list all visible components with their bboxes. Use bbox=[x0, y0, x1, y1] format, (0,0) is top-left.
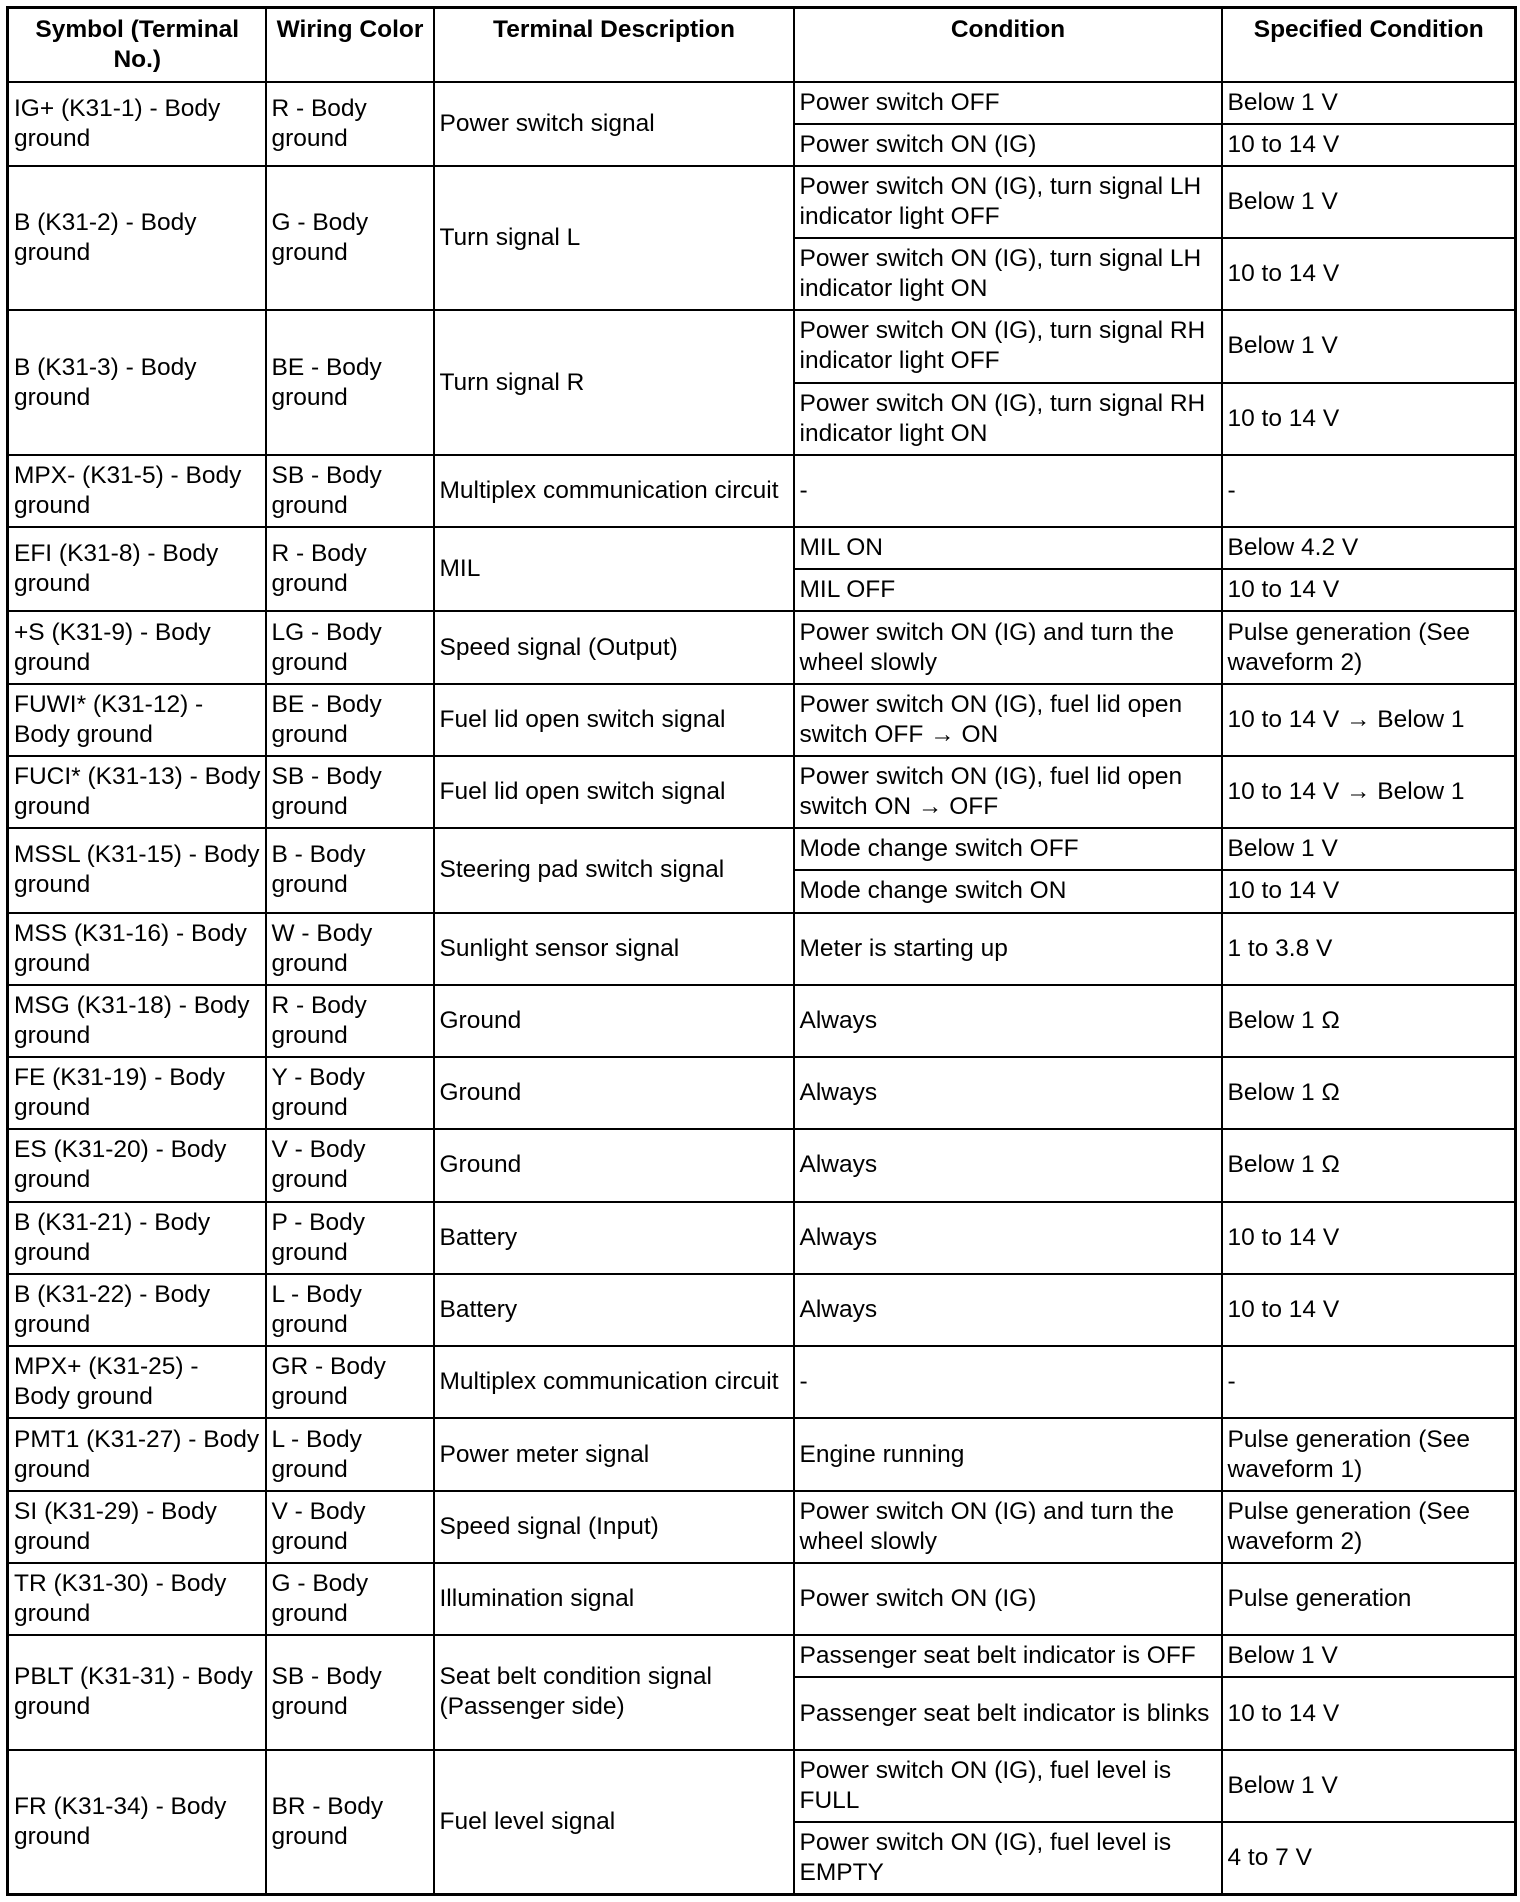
wiring-color-cell: P - Body ground bbox=[266, 1202, 434, 1274]
table-row bbox=[8, 166, 1516, 238]
condition-cell: Always bbox=[794, 1057, 1222, 1129]
table-row bbox=[8, 1346, 1516, 1418]
specified-condition-cell: 10 to 14 V bbox=[1222, 1274, 1516, 1346]
table-row bbox=[8, 1274, 1516, 1346]
symbol-cell: IG+ (K31-1) - Body ground bbox=[8, 82, 266, 166]
symbol-cell: SI (K31-29) - Body ground bbox=[8, 1491, 266, 1563]
terminal-description-cell: Ground bbox=[434, 1129, 794, 1201]
table-row bbox=[8, 1635, 1516, 1677]
condition-cell: Power switch ON (IG), fuel level is FULL bbox=[794, 1750, 1222, 1822]
specified-condition-cell: Below 4.2 V bbox=[1222, 527, 1516, 569]
header-row bbox=[8, 8, 1516, 82]
terminal-table bbox=[6, 6, 1517, 1896]
symbol-cell: B (K31-2) - Body ground bbox=[8, 166, 266, 311]
wiring-color-cell: R - Body ground bbox=[266, 527, 434, 611]
symbol-cell: B (K31-21) - Body ground bbox=[8, 1202, 266, 1274]
table-row bbox=[8, 1202, 1516, 1274]
wiring-color-cell: SB - Body ground bbox=[266, 756, 434, 828]
symbol-cell: B (K31-22) - Body ground bbox=[8, 1274, 266, 1346]
table-row bbox=[8, 684, 1516, 756]
symbol-cell: FUCI* (K31-13) - Body ground bbox=[8, 756, 266, 828]
condition-cell: Mode change switch ON bbox=[794, 870, 1222, 912]
specified-condition-cell: Below 1 V bbox=[1222, 310, 1516, 382]
specified-condition-cell: 10 to 14 V bbox=[1222, 383, 1516, 455]
terminal-description-cell: Turn signal L bbox=[434, 166, 794, 311]
condition-cell: Power switch ON (IG), turn signal LH indicator light ON bbox=[794, 238, 1222, 310]
symbol-cell: TR (K31-30) - Body ground bbox=[8, 1563, 266, 1635]
condition-cell: MIL ON bbox=[794, 527, 1222, 569]
terminal-description-cell: Battery bbox=[434, 1274, 794, 1346]
specified-condition-cell: 10 to 14 V bbox=[1222, 569, 1516, 611]
condition-cell: Always bbox=[794, 1202, 1222, 1274]
wiring-color-cell: W - Body ground bbox=[266, 913, 434, 985]
table-row bbox=[8, 985, 1516, 1057]
terminal-description-cell: MIL bbox=[434, 527, 794, 611]
terminal-description-cell: Illumination signal bbox=[434, 1563, 794, 1635]
condition-cell: Power switch ON (IG) bbox=[794, 124, 1222, 166]
condition-cell: MIL OFF bbox=[794, 569, 1222, 611]
wiring-color-cell: B - Body ground bbox=[266, 828, 434, 912]
table-row bbox=[8, 1563, 1516, 1635]
symbol-cell: FUWI* (K31-12) - Body ground bbox=[8, 684, 266, 756]
condition-cell: Always bbox=[794, 1274, 1222, 1346]
terminal-description-cell: Seat belt condition signal (Passenger side) bbox=[434, 1635, 794, 1749]
condition-cell: - bbox=[794, 455, 1222, 527]
wiring-color-cell: BE - Body ground bbox=[266, 684, 434, 756]
wiring-color-cell: V - Body ground bbox=[266, 1491, 434, 1563]
wiring-color-cell: BE - Body ground bbox=[266, 310, 434, 455]
terminal-description-cell: Speed signal (Output) bbox=[434, 611, 794, 683]
specified-condition-cell: Below 1 V bbox=[1222, 1635, 1516, 1677]
wiring-color-cell: G - Body ground bbox=[266, 166, 434, 311]
symbol-cell: FE (K31-19) - Body ground bbox=[8, 1057, 266, 1129]
wiring-color-cell: SB - Body ground bbox=[266, 1635, 434, 1749]
specified-condition-cell: Below 1 V bbox=[1222, 1750, 1516, 1822]
symbol-cell: +S (K31-9) - Body ground bbox=[8, 611, 266, 683]
terminal-description-cell: Battery bbox=[434, 1202, 794, 1274]
specified-condition-cell: 10 to 14 V bbox=[1222, 1202, 1516, 1274]
condition-cell: Always bbox=[794, 1129, 1222, 1201]
specified-condition-cell: 1 to 3.8 V bbox=[1222, 913, 1516, 985]
specified-condition-cell: - bbox=[1222, 1346, 1516, 1418]
table-row bbox=[8, 1057, 1516, 1129]
symbol-cell: MSS (K31-16) - Body ground bbox=[8, 913, 266, 985]
header-condition: Condition bbox=[794, 8, 1222, 82]
table-body bbox=[8, 82, 1516, 1895]
wiring-color-cell: L - Body ground bbox=[266, 1274, 434, 1346]
wiring-color-cell: G - Body ground bbox=[266, 1563, 434, 1635]
table-row bbox=[8, 611, 1516, 683]
terminal-description-cell: Multiplex communication circuit bbox=[434, 455, 794, 527]
wiring-color-cell: R - Body ground bbox=[266, 82, 434, 166]
condition-cell: Power switch ON (IG), turn signal RH indicator light ON bbox=[794, 383, 1222, 455]
condition-cell: Power switch ON (IG), turn signal RH indicator light OFF bbox=[794, 310, 1222, 382]
specified-condition-cell: Below 1 V bbox=[1222, 166, 1516, 238]
symbol-cell: PBLT (K31-31) - Body ground bbox=[8, 1635, 266, 1749]
condition-cell: Power switch ON (IG) bbox=[794, 1563, 1222, 1635]
specified-condition-cell: 10 to 14 V → Below 1 bbox=[1222, 684, 1516, 756]
header-wiring-color: Wiring Color bbox=[266, 8, 434, 82]
specified-condition-cell: Pulse generation (See waveform 2) bbox=[1222, 611, 1516, 683]
condition-cell: Always bbox=[794, 985, 1222, 1057]
terminal-description-cell: Speed signal (Input) bbox=[434, 1491, 794, 1563]
symbol-cell: MPX- (K31-5) - Body ground bbox=[8, 455, 266, 527]
terminal-description-cell: Ground bbox=[434, 985, 794, 1057]
terminal-description-cell: Power meter signal bbox=[434, 1418, 794, 1490]
symbol-cell: MSSL (K31-15) - Body ground bbox=[8, 828, 266, 912]
specified-condition-cell: 10 to 14 V bbox=[1222, 124, 1516, 166]
table-row bbox=[8, 756, 1516, 828]
condition-cell: Mode change switch OFF bbox=[794, 828, 1222, 870]
condition-cell: Power switch ON (IG), fuel lid open switch ON → OFF bbox=[794, 756, 1222, 828]
wiring-color-cell: V - Body ground bbox=[266, 1129, 434, 1201]
table-row bbox=[8, 1129, 1516, 1201]
specified-condition-cell: Pulse generation (See waveform 1) bbox=[1222, 1418, 1516, 1490]
wiring-color-cell: R - Body ground bbox=[266, 985, 434, 1057]
terminal-description-cell: Multiplex communication circuit bbox=[434, 1346, 794, 1418]
table-row bbox=[8, 913, 1516, 985]
table-row bbox=[8, 1750, 1516, 1822]
table-row bbox=[8, 828, 1516, 870]
terminal-description-cell: Steering pad switch signal bbox=[434, 828, 794, 912]
specified-condition-cell: 10 to 14 V bbox=[1222, 870, 1516, 912]
table-row bbox=[8, 82, 1516, 124]
specified-condition-cell: Pulse generation (See waveform 2) bbox=[1222, 1491, 1516, 1563]
condition-cell: - bbox=[794, 1346, 1222, 1418]
header-specified-condition: Specified Condition bbox=[1222, 8, 1516, 82]
specified-condition-cell: Below 1 V bbox=[1222, 82, 1516, 124]
terminal-description-cell: Fuel level signal bbox=[434, 1750, 794, 1895]
condition-cell: Power switch ON (IG) and turn the wheel slowly bbox=[794, 611, 1222, 683]
condition-cell: Power switch ON (IG) and turn the wheel slowly bbox=[794, 1491, 1222, 1563]
wiring-color-cell: GR - Body ground bbox=[266, 1346, 434, 1418]
condition-cell: Engine running bbox=[794, 1418, 1222, 1490]
symbol-cell: ES (K31-20) - Body ground bbox=[8, 1129, 266, 1201]
terminal-description-cell: Fuel lid open switch signal bbox=[434, 684, 794, 756]
table-row bbox=[8, 527, 1516, 569]
condition-cell: Meter is starting up bbox=[794, 913, 1222, 985]
table-row bbox=[8, 310, 1516, 382]
specified-condition-cell: Below 1 Ω bbox=[1222, 985, 1516, 1057]
symbol-cell: B (K31-3) - Body ground bbox=[8, 310, 266, 455]
condition-cell: Power switch OFF bbox=[794, 82, 1222, 124]
symbol-cell: MSG (K31-18) - Body ground bbox=[8, 985, 266, 1057]
specified-condition-cell: 10 to 14 V bbox=[1222, 1677, 1516, 1749]
table-row bbox=[8, 1418, 1516, 1490]
terminal-description-cell: Ground bbox=[434, 1057, 794, 1129]
table-row bbox=[8, 455, 1516, 527]
specified-condition-cell: Pulse generation bbox=[1222, 1563, 1516, 1635]
header-terminal-description: Terminal Description bbox=[434, 8, 794, 82]
symbol-cell: PMT1 (K31-27) - Body ground bbox=[8, 1418, 266, 1490]
terminal-description-cell: Power switch signal bbox=[434, 82, 794, 166]
wiring-color-cell: SB - Body ground bbox=[266, 455, 434, 527]
wiring-color-cell: LG - Body ground bbox=[266, 611, 434, 683]
specified-condition-cell: - bbox=[1222, 455, 1516, 527]
table-row bbox=[8, 1491, 1516, 1563]
specified-condition-cell: 10 to 14 V → Below 1 bbox=[1222, 756, 1516, 828]
specified-condition-cell: 10 to 14 V bbox=[1222, 238, 1516, 310]
wiring-color-cell: L - Body ground bbox=[266, 1418, 434, 1490]
specified-condition-cell: 4 to 7 V bbox=[1222, 1822, 1516, 1895]
header-symbol: Symbol (Terminal No.) bbox=[8, 8, 266, 82]
specified-condition-cell: Below 1 Ω bbox=[1222, 1129, 1516, 1201]
terminal-description-cell: Turn signal R bbox=[434, 310, 794, 455]
terminal-description-cell: Fuel lid open switch signal bbox=[434, 756, 794, 828]
terminal-description-cell: Sunlight sensor signal bbox=[434, 913, 794, 985]
condition-cell: Passenger seat belt indicator is blinks bbox=[794, 1677, 1222, 1749]
symbol-cell: FR (K31-34) - Body ground bbox=[8, 1750, 266, 1895]
specified-condition-cell: Below 1 Ω bbox=[1222, 1057, 1516, 1129]
wiring-color-cell: Y - Body ground bbox=[266, 1057, 434, 1129]
specified-condition-cell: Below 1 V bbox=[1222, 828, 1516, 870]
symbol-cell: MPX+ (K31-25) - Body ground bbox=[8, 1346, 266, 1418]
condition-cell: Power switch ON (IG), fuel level is EMPTY bbox=[794, 1822, 1222, 1895]
condition-cell: Power switch ON (IG), turn signal LH indicator light OFF bbox=[794, 166, 1222, 238]
condition-cell: Passenger seat belt indicator is OFF bbox=[794, 1635, 1222, 1677]
symbol-cell: EFI (K31-8) - Body ground bbox=[8, 527, 266, 611]
condition-cell: Power switch ON (IG), fuel lid open switch OFF → ON bbox=[794, 684, 1222, 756]
wiring-color-cell: BR - Body ground bbox=[266, 1750, 434, 1895]
